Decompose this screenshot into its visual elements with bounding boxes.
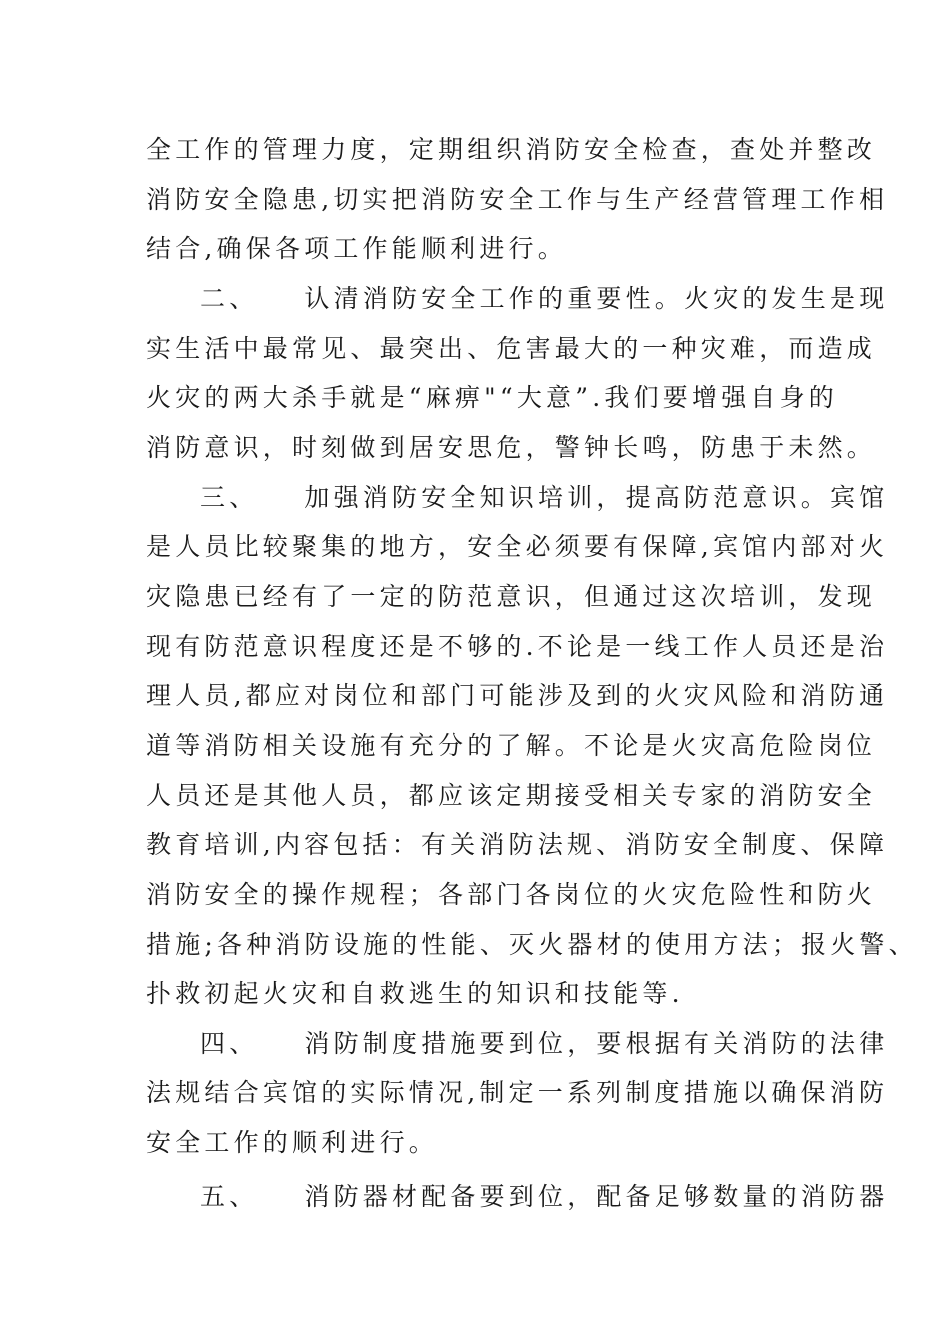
text-line: 人员还是其他人员，都应该定期接受相关专家的消防安全	[146, 781, 877, 810]
text-line: 道等消防相关设施有充分的了解。不论是火灾高危险岗位	[146, 731, 877, 760]
section-number: 二、	[200, 284, 259, 313]
text-line: 结合,确保各项工作能顺利进行。	[146, 234, 567, 263]
section-heading: 认清消防安全工作的重要性。火灾的发生是现	[304, 284, 889, 313]
section-two-line	[200, 284, 900, 314]
section-heading: 加强消防安全知识培训，提高防范意识。宾馆	[304, 483, 889, 512]
text-line: 灾隐患已经有了一定的防范意识，但通过这次培训，发现	[146, 582, 877, 611]
section-number: 四、	[200, 1029, 259, 1058]
section-four-line	[200, 1029, 900, 1059]
text-line: 消防意识，时刻做到居安思危，警钟长鸣，防患于未然。	[146, 433, 877, 462]
section-heading: 消防制度措施要到位，要根据有关消防的法律	[304, 1029, 889, 1058]
text-line: 安全工作的顺利进行。	[146, 1128, 439, 1157]
section-three-line	[200, 483, 900, 513]
section-heading: 消防器材配备要到位，配备足够数量的消防器	[304, 1182, 889, 1211]
text-line: 火灾的两大杀手就是“麻痹"“大意”.我们要增强自身的	[146, 383, 838, 412]
section-number: 五、	[200, 1182, 259, 1211]
text-line: 消防安全隐患,切实把消防安全工作与生产经营管理工作相	[146, 185, 889, 214]
text-line: 全工作的管理力度，定期组织消防安全检查，查处并整改	[146, 135, 877, 164]
text-line: 实生活中最常见、最突出、危害最大的一种灾难，而造成	[146, 334, 877, 363]
text-line: 措施;各种消防设施的性能、灭火器材的使用方法；报火警、	[146, 930, 918, 959]
text-line: 理人员,都应对岗位和部门可能涉及到的火灾风险和消防通	[146, 681, 889, 710]
text-line: 是人员比较聚集的地方，安全必须要有保障,宾馆内部对火	[146, 532, 889, 561]
text-line: 教育培训,内容包括：有关消防法规、消防安全制度、保障	[146, 830, 889, 859]
section-five-line	[200, 1182, 900, 1212]
section-number: 三、	[200, 483, 259, 512]
text-line: 法规结合宾馆的实际情况,制定一系列制度措施以确保消防	[146, 1078, 889, 1107]
text-line: 扑救初起火灾和自救逃生的知识和技能等.	[146, 979, 684, 1008]
text-line: 消防安全的操作规程；各部门各岗位的火灾危险性和防火	[146, 880, 877, 909]
text-line: 现有防范意识程度还是不够的.不论是一线工作人员还是治	[146, 632, 889, 661]
